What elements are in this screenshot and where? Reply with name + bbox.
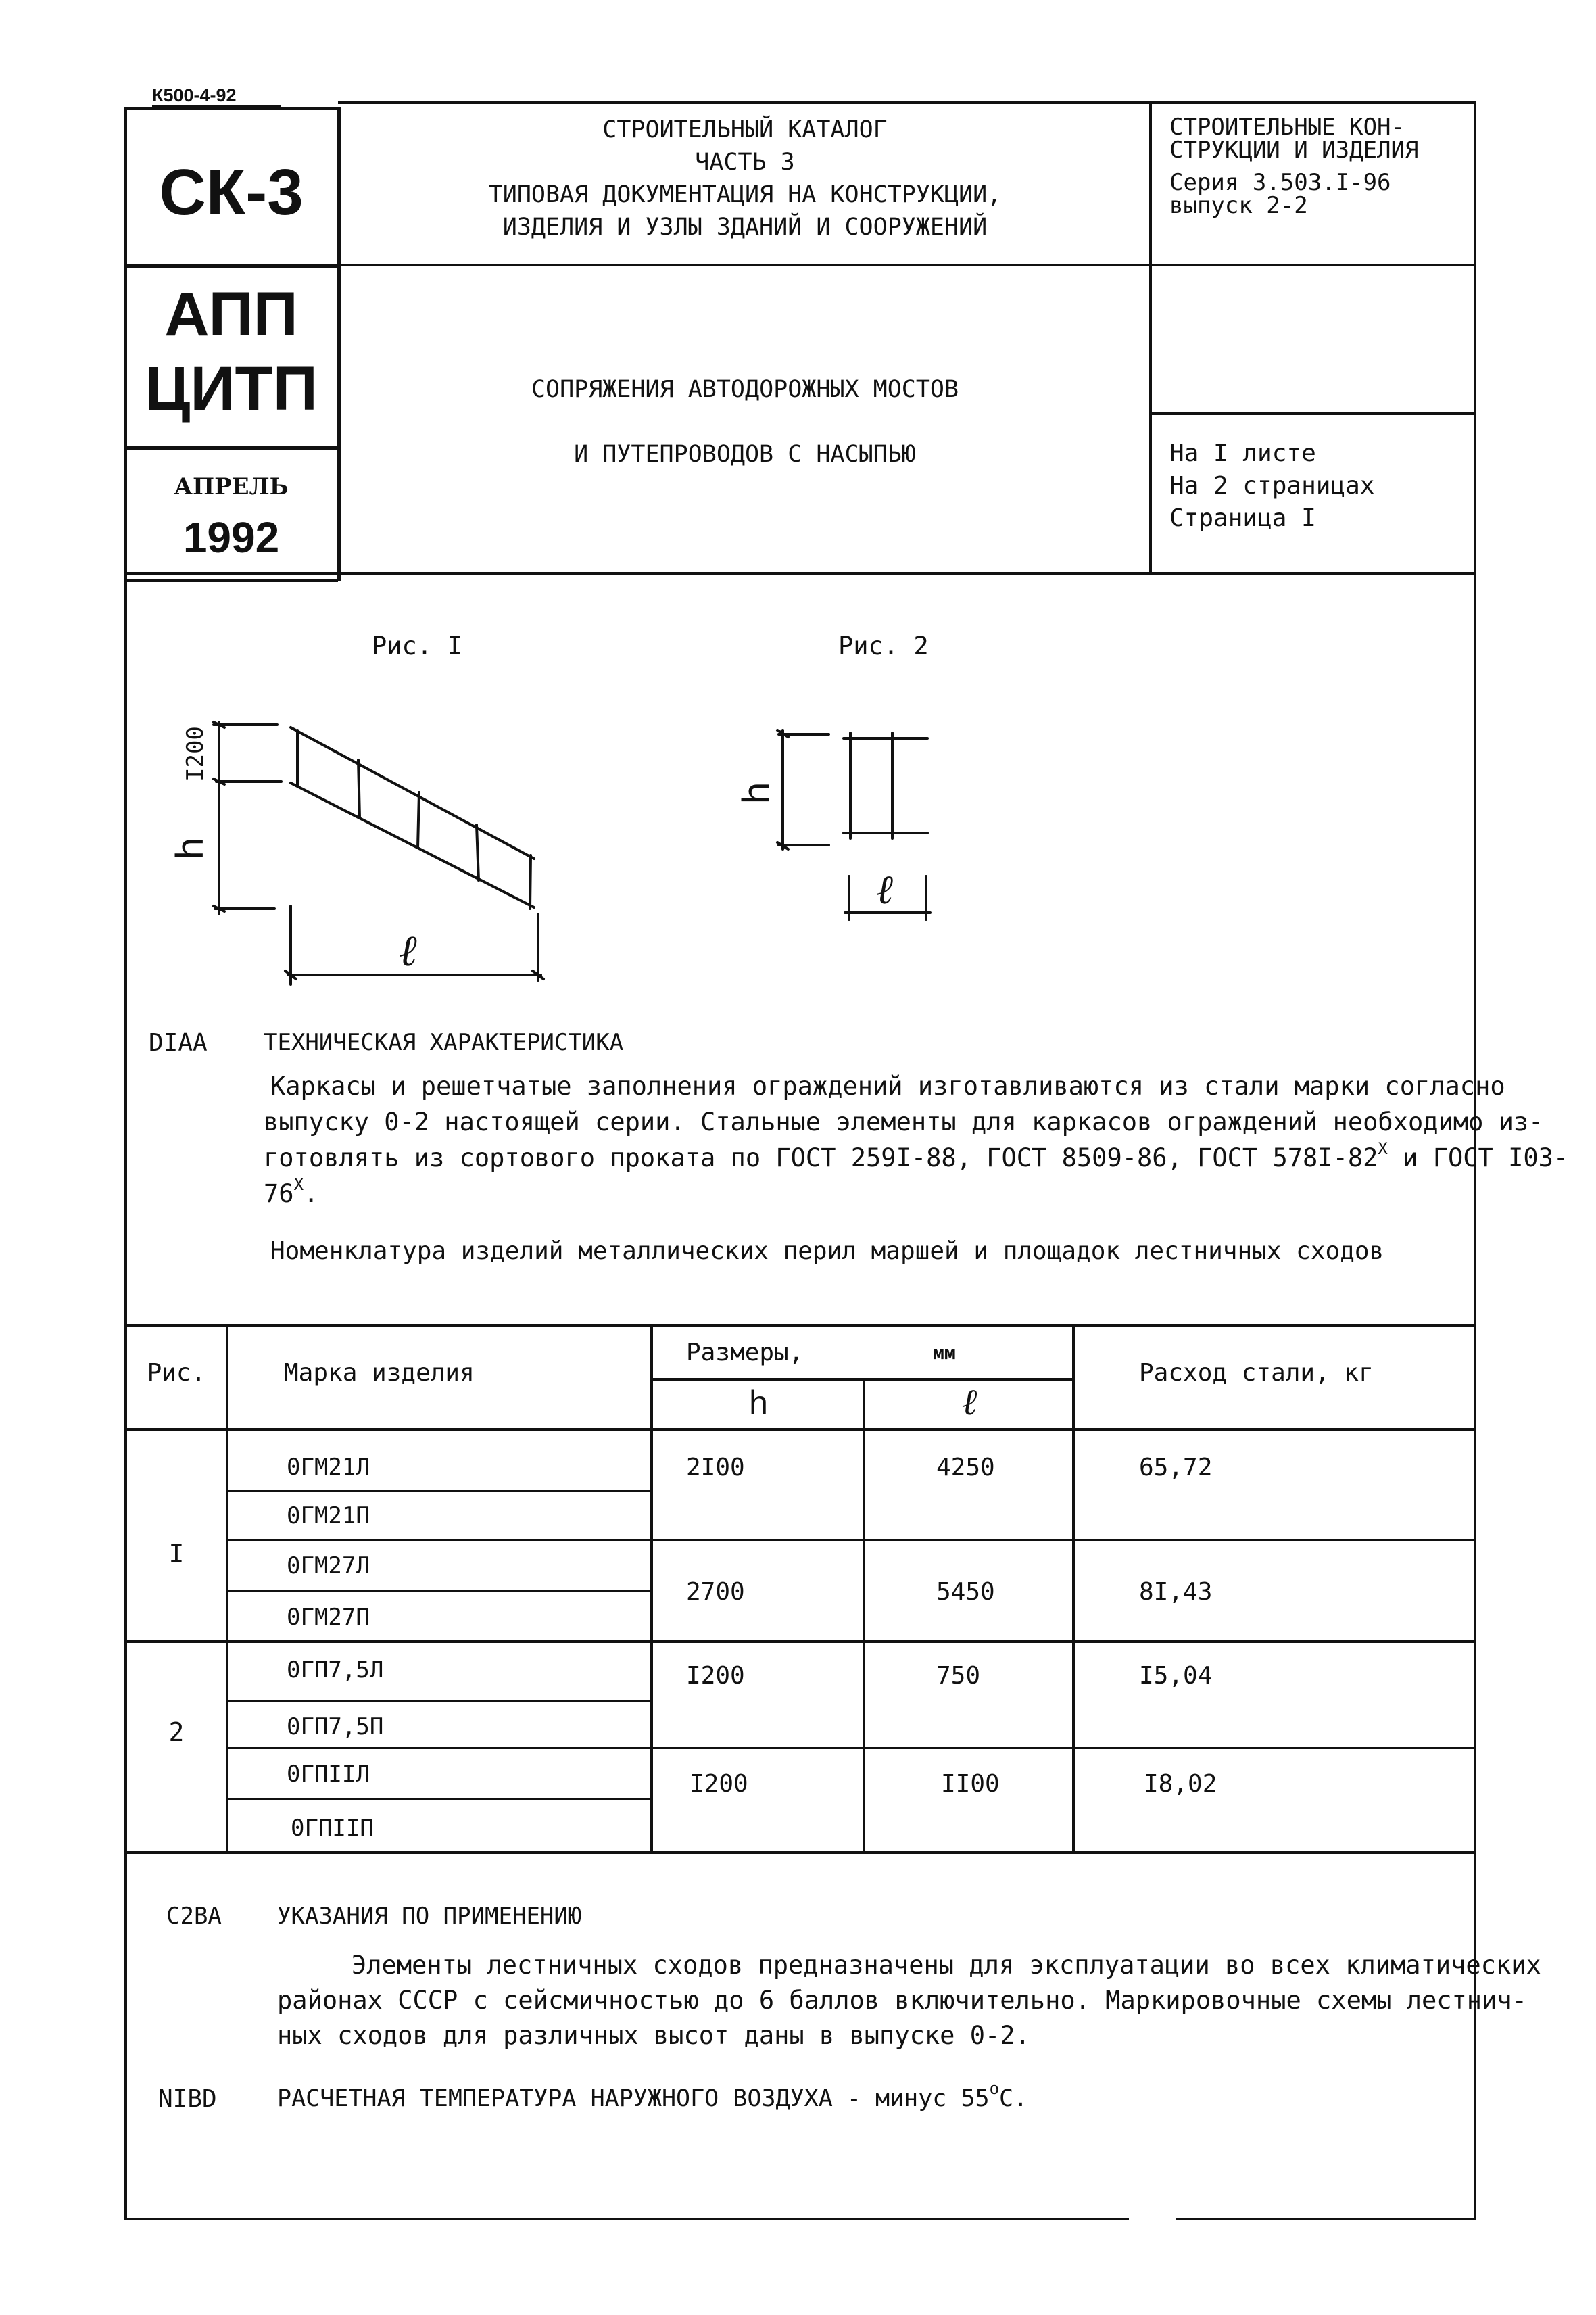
tech-code: DIAA <box>149 1029 208 1057</box>
usage-code: C2BA <box>166 1903 222 1930</box>
figure-2-dim-l: ℓ <box>876 866 893 913</box>
publisher-app: АПП <box>164 280 298 349</box>
usage-heading: УКАЗАНИЯ ПО ПРИМЕНЕНИЮ <box>277 1903 582 1930</box>
table-group-fig-2: 2 <box>168 1717 185 1747</box>
nomenclature-title: Номенклатура изделий металлических перил маршей и площадок лестничных сходов <box>270 1237 1384 1265</box>
publisher-citp: ЦИТП <box>145 354 318 423</box>
temperature-line: РАСЧЕТНАЯ ТЕМПЕРАТУРА НАРУЖНОГО ВОЗДУХА - минус $55^оС$. <box>277 2079 1028 2112</box>
document-code: К500-4-92 <box>152 85 237 105</box>
figure-2-drawing <box>730 717 946 933</box>
figure-2-caption: Рис. 2 <box>838 631 929 661</box>
issue-year: 1992 <box>183 513 280 562</box>
figure-1-drawing <box>149 703 568 1001</box>
figure-1-caption: Рис. I <box>372 631 462 661</box>
issue-month: АПРЕЛЬ <box>174 473 289 500</box>
figure-1-dim-l: ℓ <box>399 926 417 976</box>
tech-heading: ТЕХНИЧЕСКАЯ ХАРАКТЕРИСТИКА <box>264 1029 624 1056</box>
figure-1-dim-top: I200 <box>182 726 209 782</box>
tech-paragraph: Каркасы и решетчатые заполнения ограждений изготавливаются из стали марки согласно <box>270 1072 1505 1101</box>
temperature-code: NIBD <box>158 2085 217 2113</box>
figure-1-dim-h: h <box>169 836 212 860</box>
catalog-code: СК-3 <box>159 156 304 229</box>
figure-2-dim-h: h <box>735 781 778 805</box>
table-group-fig-1: I <box>168 1539 185 1569</box>
